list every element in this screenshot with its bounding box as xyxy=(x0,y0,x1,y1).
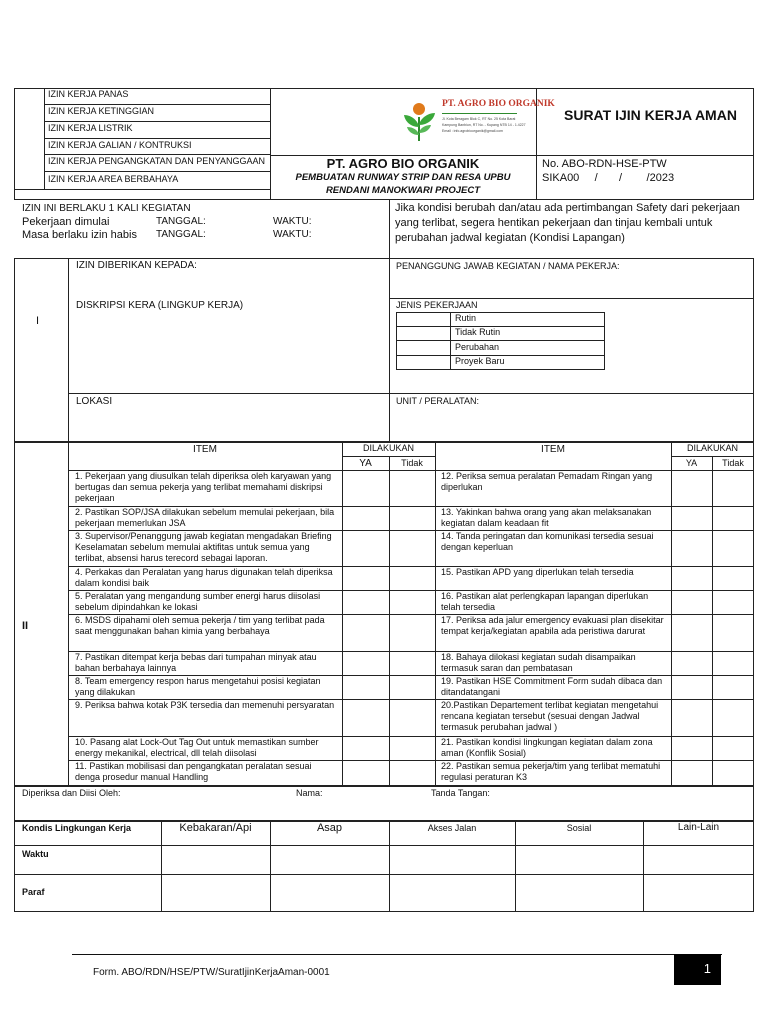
expiry-label: Masa berlaku izin habis xyxy=(22,229,137,241)
permit-type-height: IZIN KERJA KETINGGIAN xyxy=(48,106,155,116)
page-number-box xyxy=(674,954,721,985)
no-header-left: Tidak xyxy=(401,458,423,468)
permit-type-excavation: IZIN KERJA GALIAN / KONTRUKSI xyxy=(48,140,192,150)
checklist-item: 15. Pastikan APD yang diperlukan telah tersedia xyxy=(441,567,634,577)
location-label: LOKASI xyxy=(76,396,113,407)
permit-type-electrical: IZIN KERJA LISTRIK xyxy=(48,123,133,133)
checklist-item: 6. MSDS dipahami oleh semua pekerja / tim yang terlibat pada saat menggunakan bahan kimia yang berbahaya xyxy=(75,615,325,636)
work-description-label: DISKRIPSI KERA (LINGKUP KERJA) xyxy=(76,300,244,311)
logo-company-name: PT. AGRO BIO ORGANIK xyxy=(442,99,555,109)
safety-note: Jika kondisi berubah dan/atau ada pertimbangan Safety dari pekerjaan yang terlibat, segera hentikan pekerjaan dan tinjau kembali untuk perubahan jadwal kegiatan (Kondisi Lapangan) xyxy=(395,202,740,244)
permit-given-to-label: IZIN DIBERIKAN KEPADA: xyxy=(76,260,197,271)
job-type-perubahan-checkbox[interactable] xyxy=(397,341,450,355)
checked-by-label: Diperiksa dan Diisi Oleh: xyxy=(22,788,121,798)
checklist-item: 9. Periksa bahwa kotak P3K tersedia dan memenuhi persyaratan xyxy=(75,700,335,710)
logo-address-line1: Jl. Kota Beragam Blok C, RT No. 25 Kota Barat xyxy=(442,117,516,121)
job-type-tidak-rutin-checkbox[interactable] xyxy=(397,327,450,340)
item-header-right: ITEM xyxy=(541,444,565,455)
done-header-right: DILAKUKAN xyxy=(686,443,739,453)
env-col-other: Lain-Lain xyxy=(677,822,720,833)
env-col-smoke: Asap xyxy=(316,822,343,834)
job-type-option-perubahan: Perubahan xyxy=(455,342,500,352)
env-col-social: Sosial xyxy=(566,823,592,833)
yes-header-left: YA xyxy=(359,458,372,469)
expiry-date-label: TANGGAL: xyxy=(156,229,206,240)
logo-address-line2: Kampung Banbiun, RT No. - Kupang NTB 14 - 1.4227 xyxy=(442,123,526,127)
checklist-item: 13. Yakinkan bahwa orang yang akan melaksanakan kegiatan dalam keadaan fit xyxy=(441,507,652,528)
job-type-rutin-checkbox[interactable] xyxy=(397,313,450,326)
checklist-item: 20.Pastikan Departement terlibat kegiatan mengetahui rencana kegiatan tersebut (sesuai dengan Jadwal termasuk perubahan jadwal ) xyxy=(441,700,659,732)
checklist-item: 19. Pastikan HSE Commitment Form sudah dibaca dan ditandatangani xyxy=(441,676,663,697)
permit-type-hot-work: IZIN KERJA PANAS xyxy=(48,89,129,99)
yes-header-right: YA xyxy=(685,458,698,468)
checklist-item: 12. Periksa semua peralatan Pemadam Ringan yang diperlukan xyxy=(441,471,653,492)
signoff-row xyxy=(14,786,754,821)
job-type-proyek-baru-checkbox[interactable] xyxy=(397,356,450,369)
job-type-option-proyek-baru: Proyek Baru xyxy=(455,356,505,366)
document-sequence: SIKA00 / / /2023 xyxy=(542,172,675,184)
checklist-item: 18. Bahaya dilokasi kegiatan sudah disampaikan termasuk saran dan pembatasan xyxy=(441,652,636,673)
company-name: PT. AGRO BIO ORGANIK xyxy=(326,156,480,171)
start-date-label: TANGGAL: xyxy=(156,216,206,227)
expiry-time-label: WAKTU: xyxy=(273,229,312,240)
done-header-left: DILAKUKAN xyxy=(362,443,415,453)
job-type-option-rutin: Rutin xyxy=(455,313,477,323)
no-header-right: Tidak xyxy=(722,458,744,468)
name-label: Nama: xyxy=(296,788,323,798)
job-type-label: JENIS PEKERJAAN xyxy=(396,300,478,310)
checklist-item: 8. Team emergency respon harus mengetahui posisi kegiatan yang dilakukan xyxy=(75,676,321,697)
document-number: No. ABO-RDN-HSE-PTW xyxy=(542,158,667,170)
checklist-item: 21. Pastikan kondisi lingkungan kegiatan dalam zona aman (Konflik Sosial) xyxy=(441,737,653,758)
logo-email: Email : info.agrobioorganik@gmail.com xyxy=(442,129,503,133)
company-logo xyxy=(400,97,555,145)
project-line-1: PEMBUATAN RUNWAY STRIP DAN RESA UPBU xyxy=(295,172,511,183)
env-row-time: Waktu xyxy=(22,849,49,859)
permit-type-hazard-area: IZIN KERJA AREA BERBAHAYA xyxy=(48,174,179,184)
section-1-frame xyxy=(14,258,754,442)
checklist-item: 22. Pastikan semua pekerja/tim yang terlibat mematuhi regulasi peraturan K3 xyxy=(441,761,661,782)
form-code: Form. ABO/RDN/HSE/PTW/SuratIjinKerjaAman-0001 xyxy=(93,967,330,978)
section-1-number: I xyxy=(36,315,40,327)
job-type-option-tidak-rutin: Tidak Rutin xyxy=(455,327,501,337)
checklist-item: 7. Pastikan ditempat kerja bebas dari tumpahan minyak atau bahan berbahaya lainnya xyxy=(75,652,317,673)
page-number: 1 xyxy=(703,961,711,976)
item-header-left: ITEM xyxy=(193,444,217,455)
leaf-logo-icon xyxy=(400,97,440,143)
checklist-item: 14. Tanda peringatan dan komunikasi tersedia sesuai dengan keperluan xyxy=(441,531,654,552)
unit-equipment-label: UNIT / PERALATAN: xyxy=(396,396,480,406)
permit-type-lifting: IZIN KERJA PENGANGKATAN DAN PENYANGGAAN xyxy=(48,156,266,166)
signature-label: Tanda Tangan: xyxy=(431,788,490,798)
environment-label: Kondis Lingkungan Kerja xyxy=(22,823,132,833)
checklist-item: 3. Supervisor/Penanggung jawab kegiatan mengadakan Briefing Keselamatan sebelum memulai aktifitas untuk semua yang terlibat, absensi harus terecord sebagai laporan. xyxy=(75,531,332,563)
start-time-label: WAKTU: xyxy=(273,216,312,227)
checklist-item: 16. Pastikan alat perlengkapan lapangan diperlukan telah tersedia xyxy=(441,591,649,612)
env-row-initial: Paraf xyxy=(22,887,45,897)
checklist-item: 4. Perkakas dan Peralatan yang harus digunakan telah diperiksa dalam kondisi baik xyxy=(75,567,333,588)
checklist-item: 11. Pastikan mobilisasi dan pengangkatan peralatan sesuai denga prosedur manual Handling xyxy=(75,761,312,782)
footer-rule xyxy=(72,954,722,955)
checklist-item: 2. Pastikan SOP/JSA dilakukan sebelum memulai pekerjaan, bila pekerjaan memerlukan JSA xyxy=(75,507,335,528)
validity-title: IZIN INI BERLAKU 1 KALI KEGIATAN xyxy=(22,203,191,214)
checklist-item: 5. Peralatan yang mengandung sumber energi harus diisolasi sebelum dipindahkan ke lokasi xyxy=(75,591,321,612)
project-line-2: RENDANI MANOKWARI PROJECT xyxy=(325,185,481,196)
checklist-item: 10. Pasang alat Lock-Out Tag Out untuk memastikan sumber energy mekanikal, electrical, dll telah diisolasi xyxy=(75,737,319,758)
document-title: SURAT IJIN KERJA AMAN xyxy=(564,107,737,123)
env-col-road-access: Akses Jalan xyxy=(427,823,477,833)
checklist-item: 17. Periksa ada jalur emergency evakuasi plan disekitar tempat kerja/kegiatan apabila ada peristiwa darurat xyxy=(441,615,664,636)
section-2-number: II xyxy=(22,620,29,632)
checklist-item: 1. Pekerjaan yang diusulkan telah diperiksa oleh karyawan yang bertugas dan semua pekerja yang terlibat memahami diskripsi pekerjaan xyxy=(75,471,332,503)
start-label: Pekerjaan dimulai xyxy=(22,216,110,228)
env-col-fire: Kebakaran/Api xyxy=(179,822,252,834)
person-in-charge-label: PENANGGUNG JAWAB KEGIATAN / NAMA PEKERJA: xyxy=(396,261,620,271)
